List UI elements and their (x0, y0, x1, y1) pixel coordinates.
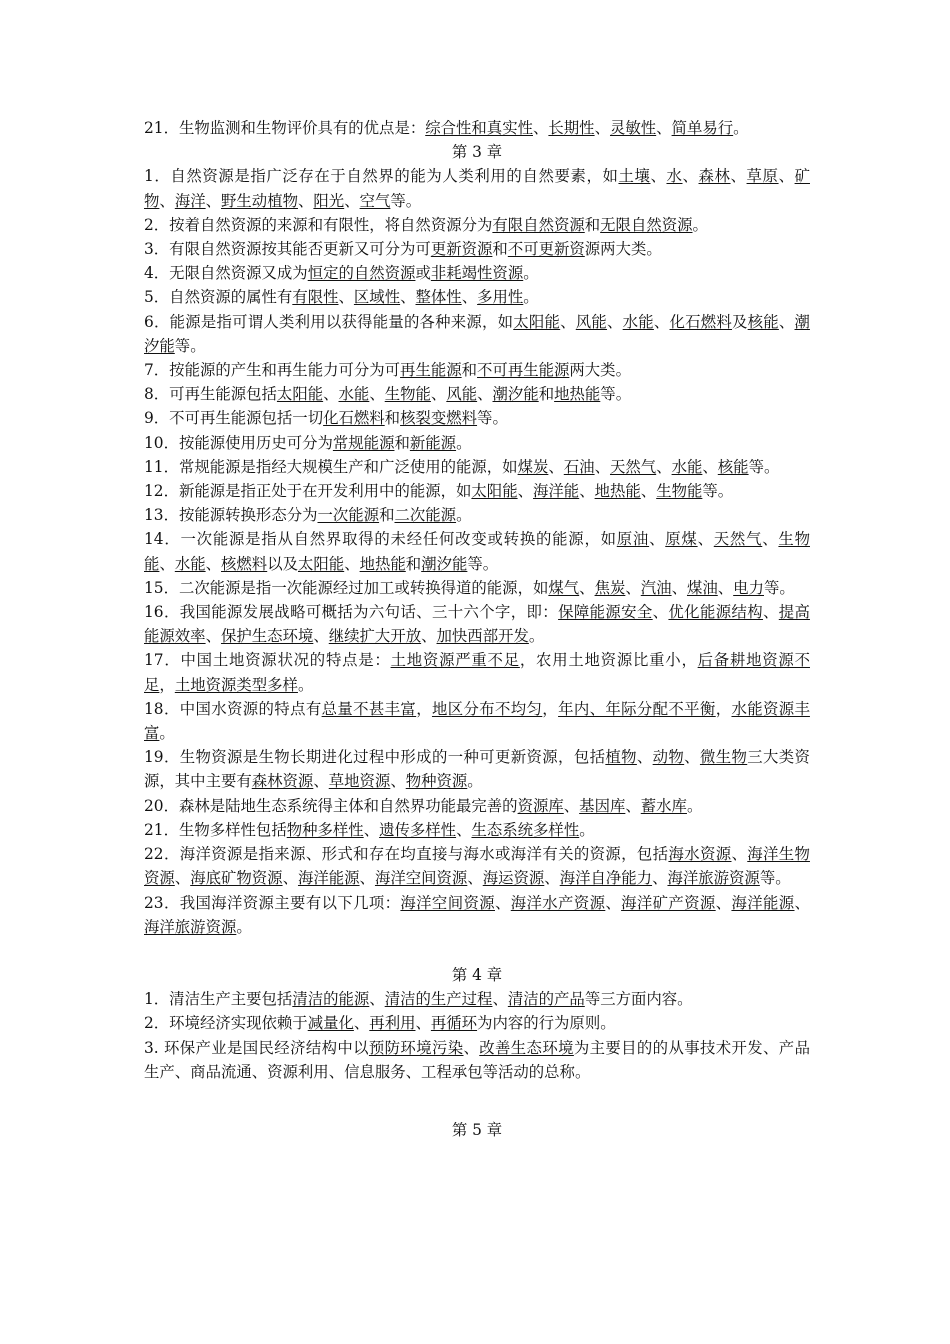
item-text: 。 (456, 506, 472, 525)
item-text: 6．能源是指可谓人类利用以获得能量的各种来源，如 (144, 312, 514, 331)
question-item (144, 358, 810, 382)
answer-blank: 太阳能 (471, 482, 518, 501)
answer-blank: 潮汐能 (144, 312, 810, 355)
item-text: 22．海洋资源是指来源、形式和存在均直接与海水或海洋有关的资源，包括 (144, 845, 669, 864)
item-text: 、 (652, 603, 669, 622)
answer-blank: 整体性 (415, 288, 462, 307)
item-text: 、 (400, 288, 416, 307)
answer-blank: 有限自然资源 (492, 215, 585, 234)
answer-blank: 生物能 (656, 482, 703, 501)
answer-blank: 海洋矿产资源 (621, 893, 716, 912)
answer-blank: 海洋空间资源 (374, 869, 468, 888)
question-item (144, 818, 810, 842)
answer-blank: 空气 (359, 191, 391, 210)
question-item (144, 310, 810, 358)
answer-blank: 灵敏性 (609, 119, 657, 137)
answer-blank: 二次能源 (394, 506, 457, 525)
item-text: 、 (682, 167, 699, 186)
item-text: 、 (174, 869, 191, 888)
item-text: 等三方面内容。 (584, 990, 693, 1009)
answer-blank: 基因库 (579, 796, 626, 815)
item-text: 和 (394, 433, 410, 452)
answer-blank: 长期性 (548, 119, 595, 137)
answer-blank: 地热能 (594, 482, 641, 501)
answer-blank: 非耗竭性资源 (430, 264, 524, 283)
item-text: 。 (692, 215, 708, 234)
item-text: 、 (778, 167, 795, 186)
answer-blank: 蓄水库 (640, 796, 687, 815)
question-item (144, 842, 810, 890)
item-text: 、 (205, 554, 222, 573)
answer-blank: 恒定的自然资源 (307, 264, 416, 283)
answer-blank: 化石燃料 (669, 312, 733, 331)
item-text: ， (542, 699, 559, 718)
answer-blank: 简单易行 (671, 119, 734, 137)
item-text: 、 (415, 1014, 431, 1033)
answer-blank: 核燃料 (221, 554, 268, 573)
item-text: 12．新能源是指正处于在开发利用中的能源，如 (144, 482, 472, 501)
answer-blank: 一次能源 (317, 506, 380, 525)
document-page (144, 116, 810, 1142)
item-text: 、 (640, 482, 657, 501)
item-text: 、 (697, 530, 714, 549)
item-text: 三大类资源，其中主要有 (144, 748, 810, 791)
item-text: 、 (313, 627, 329, 646)
item-text: 。 (523, 264, 539, 283)
item-text: 、 (605, 893, 622, 912)
item-text: 10．按能源使用历史可分为 (144, 433, 333, 452)
item-text: 8．可再生能源包括 (144, 385, 277, 404)
item-text: 、 (517, 482, 533, 501)
item-text: 、 (532, 119, 549, 137)
item-text: 、 (205, 627, 221, 646)
answer-blank: 太阳能 (298, 554, 345, 573)
item-text: 3. 环保产业是国民经济结构中以 (144, 1038, 369, 1057)
answer-blank: 煤气 (548, 578, 580, 597)
question-item (144, 455, 810, 479)
item-text: 11．常规能源是指经大规模生产和广泛使用的能源，如 (144, 457, 518, 476)
answer-blank: 无限自然资源 (600, 215, 693, 234)
item-text: 和 (584, 215, 601, 234)
answer-blank: 土地资源类型多样 (174, 675, 298, 694)
answer-blank: 加快西部开发 (436, 627, 529, 646)
answer-blank: 水能 (338, 385, 370, 404)
item-text: 、 (671, 578, 687, 597)
item-text: 、 (369, 385, 385, 404)
item-text: 或 (415, 264, 431, 283)
item-text: 、 (778, 312, 795, 331)
answer-blank: 提高能源效率 (144, 603, 810, 646)
item-text: 、 (715, 893, 732, 912)
answer-blank: 海洋旅游资源 (144, 917, 237, 936)
item-text: 、 (731, 845, 748, 864)
item-text: 、 (390, 772, 406, 791)
item-text: 、 (560, 312, 576, 331)
item-text: 、 (494, 893, 511, 912)
answer-blank: 物种资源 (405, 772, 468, 791)
answer-blank: 动物 (652, 748, 685, 767)
answer-blank: 汽油 (640, 578, 672, 597)
item-text: 、 (656, 457, 672, 476)
answer-blank: 清洁的生产过程 (384, 990, 493, 1009)
answer-blank: 海洋空间资源 (400, 893, 495, 912)
item-text: 、 (159, 554, 175, 573)
answer-blank: 阳光 (313, 191, 345, 210)
item-text: 等。 (600, 385, 632, 404)
item-text: 、 (421, 627, 437, 646)
answer-blank: 后备耕地资源不足 (144, 651, 810, 694)
answer-blank: 海运资源 (482, 869, 545, 888)
answer-blank: 海洋 (174, 191, 206, 210)
item-text: 、 (463, 1038, 480, 1057)
answer-blank: 再利用 (369, 1014, 416, 1033)
answer-blank: 原油 (616, 530, 650, 549)
item-text: 。 (528, 627, 545, 646)
question-item (144, 600, 810, 648)
chapter-heading: 第 3 章 (451, 143, 503, 162)
item-text: 、 (650, 167, 667, 186)
item-text: 等。 (763, 578, 795, 597)
item-text: 和 (384, 409, 401, 428)
question-item (144, 213, 810, 237)
item-text: 、 (652, 869, 668, 888)
question-item (144, 382, 810, 406)
item-text: 。 (456, 433, 472, 452)
answer-blank: 资源库 (517, 796, 564, 815)
item-text: 、 (625, 796, 641, 815)
item-text: 、 (297, 191, 314, 210)
item-text: 、 (730, 167, 747, 186)
answer-blank: 海洋能 (533, 482, 580, 501)
answer-blank: 海洋旅游资源 (667, 869, 760, 888)
item-text: 、 (544, 869, 560, 888)
item-text: 1．清洁生产主要包括 (144, 990, 293, 1009)
item-text: 、 (477, 385, 493, 404)
answer-blank: 生物能 (384, 385, 431, 404)
answer-blank: 再循环 (430, 1014, 478, 1033)
item-text: 、 (762, 530, 779, 549)
item-text: 17．中国土地资源状况的特点是： (144, 651, 391, 670)
item-text: 21．生物多样性包括 (144, 820, 287, 839)
item-text: 5．自然资源的属性有 (144, 288, 293, 307)
answer-blank: 继续扩大开放 (328, 627, 422, 646)
item-text: 。 (523, 288, 539, 307)
question-item (144, 164, 810, 212)
item-text: 20．森林是陆地生态系统得主体和自然界功能最完善的 (144, 796, 518, 815)
item-text: 和 (492, 240, 508, 259)
answer-blank: 风能 (575, 312, 608, 331)
item-text: 等。 (467, 554, 499, 573)
answer-blank: 原煤 (665, 530, 698, 549)
question-item (144, 527, 810, 575)
item-text: 、 (456, 820, 472, 839)
answer-blank: 清洁的产品 (507, 990, 585, 1009)
answer-blank: 遗传多样性 (379, 820, 457, 839)
answer-blank: 减量化 (307, 1014, 354, 1033)
item-text: 21．生物监测和生物评价具有的优点是： (144, 119, 426, 137)
answer-blank: 水能 (622, 312, 654, 331)
item-text: 、 (461, 288, 478, 307)
item-text: 、 (653, 312, 670, 331)
item-text: 15．二次能源是指一次能源经过加工或转换得道的能源，如 (144, 578, 549, 597)
question-item (144, 237, 810, 261)
item-text: 7．按能源的产生和再生能力可分为可 (144, 361, 401, 380)
item-text: 2．环境经济实现依赖于 (144, 1014, 308, 1033)
answer-blank: 太阳能 (276, 385, 324, 404)
question-item (144, 794, 810, 818)
answer-blank: 核裂变燃料 (400, 409, 478, 428)
item-text: 、 (363, 820, 380, 839)
answer-blank: 化石燃料 (323, 409, 385, 428)
item-text: 、 (656, 119, 672, 137)
item-text: 、 (205, 191, 222, 210)
item-text: 、 (625, 578, 641, 597)
answer-blank: 年内、年际分配不平衡 (558, 699, 716, 718)
item-text: 、 (649, 530, 666, 549)
answer-blank: 物种多样性 (286, 820, 364, 839)
section-spacer (144, 1084, 810, 1118)
item-text: 。 (686, 796, 703, 815)
item-text: 等。 (174, 336, 206, 355)
item-text: 、 (702, 457, 718, 476)
answer-blank: 焦炭 (594, 578, 626, 597)
item-text: 18．中国水资源的特点有 (144, 699, 322, 718)
question-item (144, 285, 810, 309)
item-text: 。 (297, 675, 314, 694)
item-text: 、 (579, 482, 595, 501)
answer-blank: 多用性 (477, 288, 524, 307)
question-item (144, 431, 810, 455)
item-text: 。 (467, 772, 483, 791)
question-item (144, 1011, 810, 1035)
answer-blank: 不可更新资 (507, 240, 585, 259)
item-text: 为内容的行为原则。 (477, 1014, 616, 1033)
item-text: 以及 (267, 554, 298, 573)
answer-blank: 土地资源严重不足 (390, 651, 520, 670)
item-text: 23．我国海洋资源主要有以下几项： (144, 893, 401, 912)
item-text: 、 (563, 796, 580, 815)
item-text: 、 (794, 893, 810, 912)
answer-blank: 海洋自净能力 (559, 869, 653, 888)
question-item (144, 261, 810, 285)
answer-blank: 土壤 (618, 167, 651, 186)
answer-blank: 海洋生物资源 (144, 845, 810, 888)
item-text: 等。 (759, 869, 791, 888)
question-item (144, 891, 810, 939)
answer-blank: 总量不甚丰富 (321, 699, 417, 718)
item-text: 、 (313, 772, 329, 791)
item-text: 和 (538, 385, 555, 404)
item-text: 、 (338, 288, 354, 307)
chapter-heading: 第 4 章 (451, 965, 503, 984)
item-text: ， (159, 675, 175, 694)
answer-blank: 天然气 (713, 530, 763, 549)
item-text: 源两大类。 (584, 240, 662, 259)
answer-blank: 保障能源安全 (558, 603, 653, 622)
item-text: 、 (344, 191, 360, 210)
answer-blank: 潮汐能 (492, 385, 539, 404)
item-text: 等。 (702, 482, 734, 501)
answer-blank: 石油 (563, 457, 595, 476)
item-text: 、 (717, 578, 734, 597)
answer-blank: 核能 (747, 312, 779, 331)
answer-blank: 森林 (698, 167, 731, 186)
item-text: 、 (579, 578, 595, 597)
item-text: 等。 (390, 191, 422, 210)
item-text: ， (416, 699, 432, 718)
answer-blank: 海洋水产资源 (510, 893, 606, 912)
answer-blank: 水能 (174, 554, 206, 573)
item-text: 、 (594, 457, 610, 476)
answer-blank: 更新资源 (430, 240, 493, 259)
answer-blank: 地区分布不均匀 (431, 699, 543, 718)
question-item (144, 1036, 810, 1084)
item-text: ， (715, 699, 732, 718)
answer-blank: 矿物 (144, 167, 810, 210)
item-text: 19．生物资源是生物长期进化过程中形成的一种可更新资源，包括 (144, 748, 606, 767)
answer-blank: 微生物 (699, 748, 748, 767)
question-item (144, 576, 810, 600)
answer-blank: 综合性和真实性 (425, 119, 533, 137)
answer-blank: 预防环境污染 (368, 1038, 464, 1057)
item-text: ，农用土地资源比重小， (519, 651, 698, 670)
item-text: 9．不可再生能源包括一切 (144, 409, 324, 428)
question-item (144, 648, 810, 696)
item-text: 、 (359, 869, 375, 888)
answer-blank: 海洋能源 (731, 893, 795, 912)
answer-blank: 地热能 (554, 385, 601, 404)
item-text: 等。 (477, 409, 508, 428)
question-item (144, 479, 810, 503)
question-item (144, 987, 810, 1011)
answer-blank: 水能 (671, 457, 703, 476)
answer-blank: 再生能源 (400, 361, 462, 380)
item-text: 等。 (748, 457, 780, 476)
question-item (144, 745, 810, 793)
answer-blank: 水 (666, 167, 683, 186)
item-text: 、 (369, 990, 385, 1009)
answer-blank: 生态系统多样性 (471, 820, 580, 839)
answer-blank: 不可再生能源 (477, 361, 570, 380)
item-text: 、 (159, 191, 175, 210)
item-text: 为主要目的的从事技术开发、产品生产、商品流通、资源利用、信息服务、工程承包等活动的总称。 (144, 1038, 810, 1081)
answer-blank: 区域性 (353, 288, 401, 307)
answer-blank: 天然气 (609, 457, 657, 476)
question-item (144, 406, 810, 430)
item-text: 3．有限自然资源按其能否更新又可分为可 (144, 240, 431, 259)
item-text: 4．无限自然资源又成为 (144, 264, 308, 283)
answer-blank: 植物 (605, 748, 637, 767)
item-text: 、 (282, 869, 298, 888)
item-text: 、 (430, 385, 447, 404)
answer-blank: 改善生态环境 (479, 1038, 574, 1057)
answer-blank: 海洋能源 (297, 869, 360, 888)
question-item (144, 116, 810, 140)
answer-blank: 煤炭 (517, 457, 549, 476)
item-text: 、 (323, 385, 339, 404)
item-text: 13．按能源转换形态分为 (144, 506, 318, 525)
item-text: 和 (405, 554, 422, 573)
item-text: 、 (594, 119, 610, 137)
answer-blank: 风能 (446, 385, 478, 404)
item-text: 、 (353, 1014, 370, 1033)
answer-blank: 核能 (717, 457, 749, 476)
item-text: 。 (579, 820, 595, 839)
answer-blank: 地热能 (359, 554, 406, 573)
item-text: 。 (236, 917, 252, 936)
answer-blank: 新能源 (409, 433, 457, 452)
answer-blank: 优化能源结构 (668, 603, 764, 622)
item-text: 、 (344, 554, 360, 573)
item-text: 两大类。 (569, 361, 631, 380)
answer-blank: 草地资源 (328, 772, 391, 791)
item-text: 、 (684, 748, 700, 767)
item-text: 。 (159, 724, 175, 743)
answer-blank: 水能资源丰富 (144, 699, 810, 743)
item-text: 、 (763, 603, 779, 622)
question-item (144, 503, 810, 527)
item-text: 、 (492, 990, 508, 1009)
item-text: 2．按着自然资源的来源和有限性，将自然资源分为 (144, 215, 493, 234)
section-spacer (144, 939, 810, 963)
chapter-heading: 第 5 章 (451, 1120, 503, 1139)
answer-blank: 海水资源 (668, 845, 732, 864)
answer-blank: 草原 (746, 167, 779, 186)
answer-blank: 保护生态环境 (220, 627, 314, 646)
item-text: 、 (607, 312, 623, 331)
answer-blank: 太阳能 (513, 312, 561, 331)
question-item (144, 697, 810, 745)
answer-blank: 野生动植物 (221, 191, 298, 210)
item-text: 及 (732, 312, 748, 331)
item-text: 、 (548, 457, 564, 476)
item-text: 1．自然资源是指广泛存在于自然界的能为人类利用的自然要素，如 (144, 167, 619, 186)
item-text: 、 (636, 748, 653, 767)
item-text: 、 (467, 869, 483, 888)
item-text: 16．我国能源发展战略可概括为六句话、三十六个字，即： (144, 603, 559, 622)
item-text: 和 (379, 506, 395, 525)
item-text: 和 (461, 361, 478, 380)
answer-blank: 森林资源 (251, 772, 314, 791)
answer-blank: 生物能 (144, 530, 810, 573)
answer-blank: 清洁的能源 (292, 990, 370, 1009)
item-text: 。 (733, 119, 749, 137)
answer-blank: 有限性 (292, 288, 339, 307)
answer-blank: 电力 (733, 578, 764, 597)
answer-blank: 煤油 (686, 578, 718, 597)
answer-blank: 潮汐能 (421, 554, 468, 573)
answer-blank: 常规能源 (332, 433, 395, 452)
answer-blank: 海底矿物资源 (190, 869, 283, 888)
item-text: 14．一次能源是指从自然界取得的未经任何改变或转换的能源，如 (144, 530, 617, 549)
